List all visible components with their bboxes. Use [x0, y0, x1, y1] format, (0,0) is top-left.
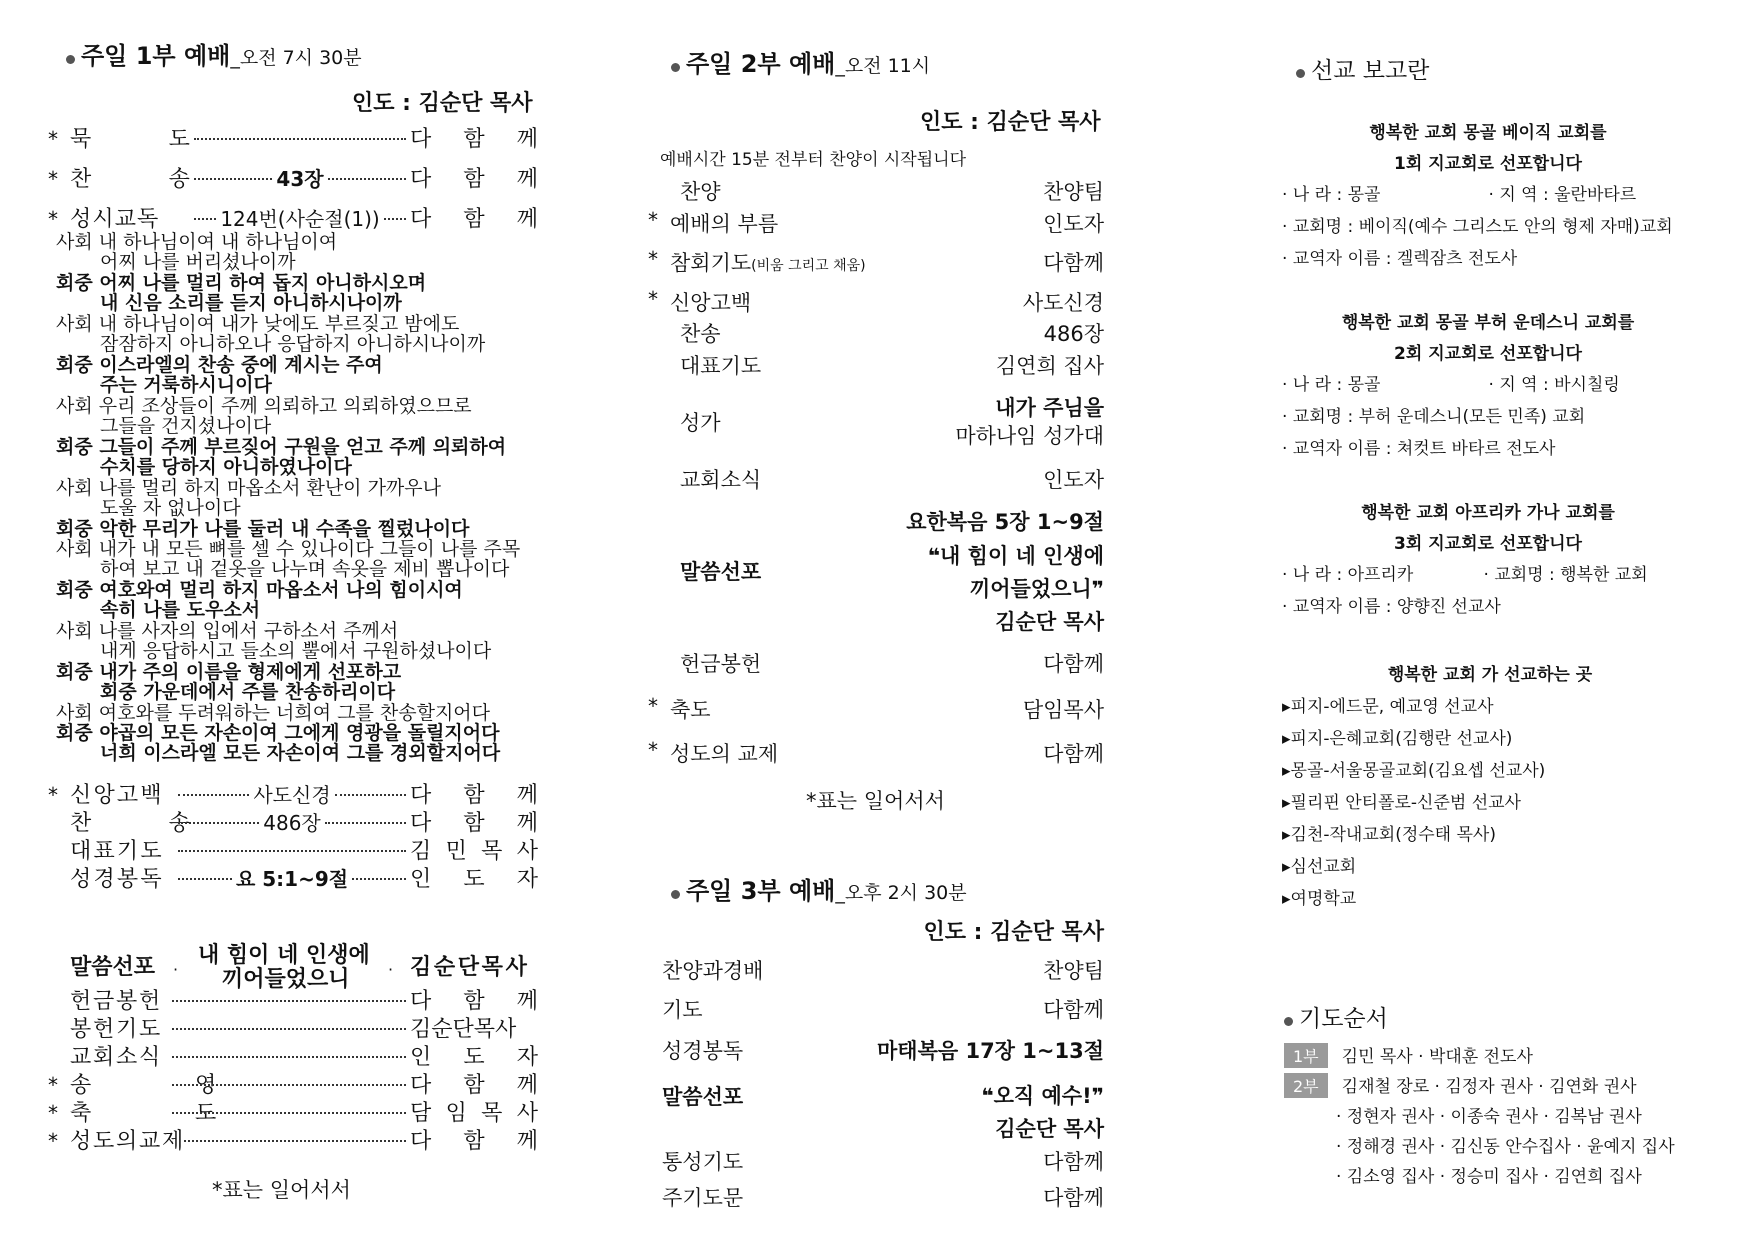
order-item-who: 인 도 자: [410, 867, 539, 892]
order-row: [48, 806, 538, 837]
order-item-detail: 사도신경: [253, 783, 331, 807]
dotted-leader: [328, 178, 406, 180]
dotted-leader: [178, 878, 232, 880]
mission-block-line: · 교회명 : 부허 운데스니(모든 민족) 교회: [1282, 407, 1586, 427]
order-item-who: 다 함 께: [410, 989, 538, 1014]
prayer-names: 김재철 장로 · 김정자 권사 · 김연화 권사: [1341, 1077, 1637, 1097]
dotted-leader: [352, 878, 406, 880]
responsive-text-cont: 잠잠하지 아니하오나 응답하지 아니하시나이까: [100, 333, 486, 355]
mission-place-item: ▸피지-에드문, 예교영 선교사: [1282, 697, 1494, 717]
service1-leader: 인도 : 김순단 목사: [352, 91, 533, 116]
responsive-text: 악한 무리가 나를 둘러 내 수족을 찔렀나이다: [99, 518, 470, 540]
order-item-who: 다함께: [1043, 742, 1104, 766]
sermon2-title-line2: 끼어들었으니❞: [969, 577, 1104, 601]
responsive-line: [56, 273, 426, 293]
dotted-leader: [172, 1000, 406, 1002]
responsive-text-cont: 하여 보고 내 겉옷을 나누며 속옷을 제비 뽑나이다: [100, 558, 510, 580]
order-item-name: 성시교독: [70, 207, 160, 232]
dotted-leader: [384, 218, 406, 220]
mission-block-title: 행복한 교회 아프리카 가나 교회를: [1361, 503, 1615, 523]
responsive-speaker: 회중: [56, 354, 93, 376]
service3-heading: 주일 3부 예배_오후 2시 30분: [671, 871, 967, 906]
choir-song: 내가 주님을: [995, 396, 1104, 420]
responsive-line: [56, 437, 506, 457]
dotted-leader: [184, 1140, 406, 1142]
order-item-label: 성도의 교제: [670, 742, 779, 766]
order-item-name: 성도의교제: [70, 1129, 186, 1154]
order-row: [48, 778, 538, 809]
responsive-line: [56, 519, 469, 539]
bullet-icon: [671, 63, 680, 72]
standing-mark: *: [48, 127, 58, 151]
responsive-line: [56, 621, 398, 641]
mission-place-item: ▸몽골-서울몽골교회(김요셉 선교사): [1282, 761, 1546, 781]
responsive-speaker: 사회: [56, 620, 93, 642]
responsive-text: 이스라엘의 찬송 중에 계시는 주여: [99, 354, 383, 376]
prayer-row: [1284, 1072, 1637, 1098]
sermon3-label: 말씀선포: [662, 1085, 744, 1109]
responsive-speaker: 회중: [56, 518, 93, 540]
order-item-who: 486장: [1043, 322, 1104, 346]
order-item-name: 주기도문: [662, 1186, 744, 1210]
mission-heading: 선교 보고란: [1296, 52, 1429, 85]
responsive-speaker: 회중: [56, 436, 93, 458]
bullet-icon: [66, 55, 75, 64]
sermon3-title: ❝오직 예수!❞: [981, 1084, 1104, 1108]
prayer-service-tag: 2부: [1284, 1073, 1328, 1098]
order-row: [48, 1040, 538, 1071]
responsive-speaker: 사회: [56, 395, 93, 417]
mission-block-title: 행복한 교회 몽골 베이직 교회를: [1369, 123, 1607, 143]
responsive-text-cont: 회중 가운데에서 주를 찬송하리이다: [100, 681, 396, 703]
order-item-name: 송 영: [70, 1073, 265, 1098]
order-item-who: 다 함 께: [410, 207, 539, 232]
sermon2-ref: 요한복음 5장 1~9절: [906, 510, 1104, 534]
mission-block-line: · 교역자 이름 : 양향진 선교사: [1282, 597, 1501, 617]
prayer-row: [1284, 1042, 1533, 1068]
order-item-label: 참회기도: [670, 251, 752, 275]
sermon-preacher: 김순단목사: [410, 955, 530, 980]
sermon-title-line2: 끼어들었으니: [222, 967, 350, 992]
order-item-who: 찬양팀: [1043, 180, 1104, 204]
order-item-who: 사도신경: [1022, 291, 1104, 315]
responsive-line: [56, 396, 472, 416]
order-row: [48, 202, 538, 233]
order-item-name: 성경봉독: [662, 1039, 744, 1063]
order-item-who: 다 함 께: [410, 127, 538, 152]
mission-block-subtitle: 1회 지교회로 선포합니다: [1394, 154, 1582, 174]
mission-block-title: 행복한 교회 몽골 부허 운데스니 교회를: [1341, 313, 1635, 333]
responsive-text: 내가 주의 이름을 형제에게 선포하고: [99, 661, 402, 683]
order-row: [48, 862, 538, 893]
standing-note: *표는 일어서서: [212, 1178, 351, 1202]
order-item-name: 기도: [662, 998, 703, 1022]
order-item-label: 찬양: [680, 180, 721, 204]
order-item-who: 담임목사: [1022, 698, 1104, 722]
order-item-name: [670, 694, 711, 724]
order-row: [48, 1068, 538, 1099]
order-item-name: 찬양과경배: [662, 959, 764, 983]
order-item-detail: 486장: [263, 811, 321, 835]
order-item-name: [680, 176, 721, 206]
responsive-line: [56, 723, 500, 743]
order-item-who: 담 임 목 사: [410, 1101, 538, 1126]
responsive-speaker: 사회: [56, 477, 93, 499]
order-item-name: 교회소식: [70, 1045, 163, 1070]
praise-notice: 예배시간 15분 전부터 찬양이 시작됩니다: [660, 150, 966, 170]
mission-block-subtitle: 2회 지교회로 선포합니다: [1394, 344, 1582, 364]
prayer-row: [1336, 1102, 1642, 1127]
dotted-leader: [194, 138, 406, 140]
prayer-names: · 정현자 권사 · 이종숙 권사 · 김복남 권사: [1336, 1107, 1642, 1127]
dotted-leader: [178, 794, 249, 796]
mission-block-line: · 나 라 : 몽골 · 지 역 : 울란바타르: [1282, 185, 1637, 205]
standing-mark: *: [48, 1129, 58, 1153]
responsive-text: 내가 내 모든 뼈를 셀 수 있나이다 그들이 나를 주목: [98, 538, 521, 560]
order-item-who: 김연희 집사: [995, 354, 1104, 378]
order-item-who: 김 민 목 사: [410, 839, 538, 864]
responsive-line: [56, 232, 337, 252]
order-item-name: 헌금봉헌: [70, 989, 163, 1014]
order-item-who: 다 함 께: [410, 1073, 538, 1098]
order-item-name: [670, 208, 778, 238]
mission-block-line: · 교회명 : 베이직(예수 그리스도 안의 형제 자매)교회: [1282, 217, 1673, 237]
order-item-who: 다함께: [1043, 251, 1104, 275]
order-item-name: [670, 287, 751, 317]
order-item-name: 봉헌기도: [70, 1017, 163, 1042]
service3-leader: 인도 : 김순단 목사: [923, 920, 1104, 945]
standing-note-2: *표는 일어서서: [806, 789, 945, 813]
order-row: [48, 834, 538, 865]
dotted-leader: [194, 218, 216, 220]
choir-label: 성가: [680, 411, 721, 435]
standing-mark: *: [48, 1101, 58, 1125]
news-who: 인도자: [1043, 468, 1104, 492]
sermon2-preacher: 김순단 목사: [995, 610, 1104, 634]
dotted-leader: [172, 1056, 406, 1058]
responsive-line: [56, 662, 401, 682]
order-item-who: 다함께: [1043, 1150, 1104, 1174]
order-row: [48, 1012, 538, 1043]
order-item-label: 신앙고백: [670, 291, 752, 315]
standing-mark: *: [48, 783, 58, 807]
prayer-row: [1336, 1162, 1642, 1187]
sermon3-preacher: 김순단 목사: [995, 1117, 1104, 1141]
mission-block-line: · 교역자 이름 : 쳐컷트 바타르 전도사: [1282, 439, 1556, 459]
service2-heading: 주일 2부 예배_오전 11시: [671, 44, 930, 79]
order-row: [48, 122, 538, 153]
order-item-detail: 요 5:1~9절: [235, 867, 349, 891]
order-item-who: 다 함 께: [410, 811, 538, 836]
order-item-name: 신앙고백: [70, 783, 164, 808]
responsive-text: 내 하나님이여 내 하나님이여: [98, 231, 338, 253]
responsive-text: 나를 멀리 하지 마옵소서 환난이 가까우나: [98, 477, 441, 499]
order-item-name: [670, 738, 778, 768]
mission-place-item: ▸김천-작내교회(정수태 목사): [1282, 825, 1496, 845]
bullet-icon: [1296, 69, 1305, 78]
order-item-name: 대표기도: [70, 839, 164, 864]
standing-mark: *: [648, 247, 658, 271]
order-item-who: 마태복음 17장 1~13절: [877, 1039, 1104, 1063]
dotted-leader: [325, 822, 406, 824]
responsive-text-cont: 수치를 당하지 아니하였나이다: [100, 456, 352, 478]
standing-mark: *: [48, 1073, 58, 1097]
order-row: [48, 162, 538, 193]
responsive-text: 우리 조상들이 주께 의뢰하고 의뢰하였으므로: [98, 395, 472, 417]
responsive-speaker: 회중: [56, 722, 93, 744]
mission-block-line: · 나 라 : 아프리카 · 교회명 : 행복한 교회: [1282, 565, 1648, 585]
order-item-note: (비움 그리고 채움): [751, 258, 866, 274]
responsive-text: 나를 사자의 입에서 구하소서 주께서: [98, 620, 399, 642]
responsive-line: [56, 355, 383, 375]
responsive-text: 그들이 주께 부르짖어 구원을 얻고 주께 의뢰하여: [99, 436, 507, 458]
mission-block-line: · 교역자 이름 : 겔렉잠츠 전도사: [1282, 249, 1518, 269]
sermon2-title-line1: ❝내 힘이 네 인생에: [927, 544, 1104, 568]
order-item-name: [670, 247, 866, 277]
responsive-text-cont: 주는 거룩하시니이다: [100, 374, 272, 396]
dotted-leader: [335, 794, 406, 796]
order-item-who: 찬양팀: [1043, 959, 1104, 983]
prayer-names: · 김소영 집사 · 정승미 집사 · 김연희 집사: [1336, 1167, 1642, 1187]
sermon-title-line1: 내 힘이 네 인생에: [198, 943, 370, 968]
responsive-text-cont: 속히 나를 도우소서: [100, 599, 261, 621]
sermon2-label: 말씀선포: [680, 560, 762, 584]
order-item-who: 다 함 께: [410, 1129, 538, 1154]
mission-block-subtitle: 3회 지교회로 선포합니다: [1394, 534, 1582, 554]
order-item-detail: 124번(사순절(1)): [220, 207, 380, 231]
responsive-speaker: 사회: [56, 702, 93, 724]
responsive-text: 야곱의 모든 자손이여 그에게 영광을 돌릴지어다: [99, 722, 500, 744]
responsive-line: [56, 478, 441, 498]
order-row: [48, 1096, 538, 1127]
prayer-heading: 기도순서: [1284, 1000, 1388, 1033]
responsive-text-cont: 어찌 나를 버리셨나이까: [100, 251, 296, 273]
order-item-label: 찬송: [680, 322, 721, 346]
dotted-leader: [172, 1028, 406, 1030]
responsive-speaker: 사회: [56, 538, 93, 560]
prayer-row: [1336, 1132, 1675, 1157]
prayer-names: 김민 목사 · 박대훈 전도사: [1341, 1047, 1533, 1067]
order-item-who: 인 도 자: [410, 1045, 538, 1070]
responsive-speaker: 사회: [56, 231, 93, 253]
responsive-text: 어찌 나를 멀리 하여 돕지 아니하시오며: [99, 272, 427, 294]
responsive-speaker: 사회: [56, 313, 93, 335]
order-row: [48, 984, 538, 1015]
prayer-names: · 정해경 권사 · 김신동 안수집사 · 윤예지 집사: [1336, 1137, 1675, 1157]
order-item-name: 성경봉독: [70, 867, 164, 892]
order-item-name: 찬 송: [70, 811, 226, 836]
mission-place-item: ▸여명학교: [1282, 889, 1357, 909]
responsive-speaker: 회중: [56, 661, 93, 683]
dotted-leader: [178, 822, 259, 824]
order-item-label: 헌금봉헌: [680, 652, 762, 676]
mission-place-item: ▸피지-은혜교회(김행란 선교사): [1282, 729, 1513, 749]
choir-name: 마하나임 성가대: [955, 424, 1104, 448]
responsive-text: 여호와여 멀리 하지 마옵소서 나의 힘이시여: [99, 579, 463, 601]
dotted-leader: [178, 850, 406, 852]
prayer-service-tag: 1부: [1284, 1043, 1328, 1068]
standing-mark: *: [48, 207, 58, 231]
news-label: 교회소식: [680, 468, 762, 492]
responsive-text-cont: 내게 응답하시고 들소의 뿔에서 구원하셨나이다: [100, 640, 492, 662]
order-item-name: [680, 318, 721, 348]
order-item-detail: 43장: [276, 167, 324, 191]
order-item-label: 대표기도: [680, 354, 762, 378]
responsive-line: [56, 539, 520, 559]
responsive-speaker: 회중: [56, 579, 93, 601]
order-item-name: 찬 송: [70, 167, 226, 192]
order-item-label: 예배의 부름: [670, 212, 779, 236]
order-item-name: 통성기도: [662, 1150, 744, 1174]
responsive-text-cont: 그들을 건지셨나이다: [100, 415, 272, 437]
mission-place-item: ▸필리핀 안티폴로-신준범 선교사: [1282, 793, 1521, 813]
mission-places-title: 행복한 교회 가 선교하는 곳: [1387, 665, 1593, 685]
sermon-label: 말씀선포: [70, 955, 156, 980]
order-item-who: 김순단목사: [410, 1017, 517, 1042]
order-item-who: 다 함 께: [410, 167, 538, 192]
order-item-name: [680, 648, 761, 678]
responsive-line: [56, 703, 490, 723]
order-item-who: 다 함 께: [410, 783, 538, 808]
responsive-text-cont: 너희 이스라엘 모든 자손이여 그를 경외할지어다: [100, 742, 501, 764]
bullet-icon: [1284, 1017, 1293, 1026]
order-item-name: 축 도: [70, 1101, 265, 1126]
standing-mark: *: [648, 694, 658, 718]
responsive-text-cont: 도울 자 없나이다: [100, 497, 241, 519]
order-item-name: [680, 350, 761, 380]
service2-leader: 인도 : 김순단 목사: [920, 110, 1101, 135]
responsive-speaker: 회중: [56, 272, 93, 294]
dotted-leader: [172, 1084, 406, 1086]
responsive-text: 여호와를 두려워하는 너희여 그를 찬송할지어다: [98, 702, 491, 724]
responsive-text-cont: 내 신음 소리를 듣지 아니하시나이까: [100, 292, 402, 314]
responsive-text: 내 하나님이여 내가 낮에도 부르짖고 밤에도: [98, 313, 460, 335]
order-item-who: 인도자: [1043, 212, 1104, 236]
dotted-leader: [172, 1112, 406, 1114]
order-item-who: 다함께: [1043, 998, 1104, 1022]
bullet-icon: [671, 890, 680, 899]
service1-heading: 주일 1부 예배_오전 7시 30분: [66, 36, 362, 71]
order-item-who: 다함께: [1043, 1186, 1104, 1210]
standing-mark: *: [48, 167, 58, 191]
order-item-name: 묵 도: [70, 127, 226, 152]
mission-place-item: ▸심선교회: [1282, 857, 1357, 877]
standing-mark: *: [648, 738, 658, 762]
standing-mark: *: [648, 208, 658, 232]
order-item-label: 축도: [670, 698, 711, 722]
order-row: [48, 1124, 538, 1155]
standing-mark: *: [648, 287, 658, 311]
responsive-line: [56, 314, 459, 334]
dotted-leader: [194, 178, 272, 180]
order-item-who: 다함께: [1043, 652, 1104, 676]
mission-block-line: · 나 라 : 몽골 · 지 역 : 바시칠링: [1282, 375, 1620, 395]
responsive-line: [56, 580, 463, 600]
